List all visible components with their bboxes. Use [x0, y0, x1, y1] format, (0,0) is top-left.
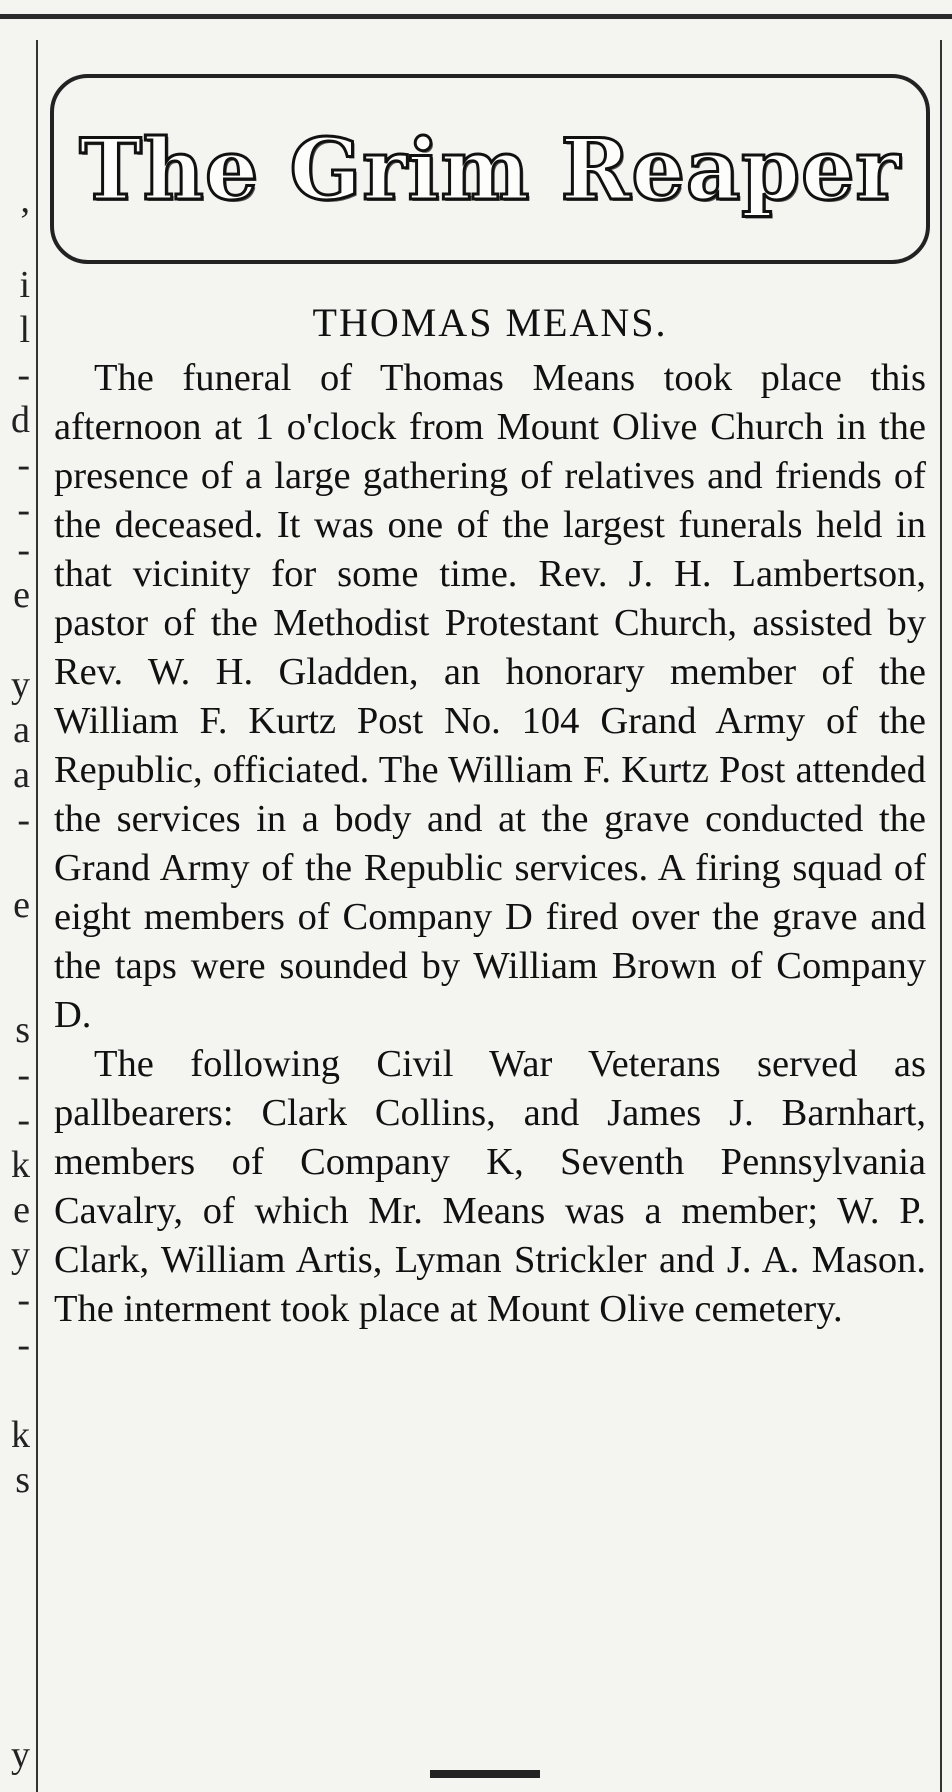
fragment-char: i [19, 264, 30, 306]
adjacent-column-fragments [0, 180, 30, 1780]
fragment-char: - [17, 1324, 30, 1366]
section-header-box [50, 74, 930, 264]
fragment-char: d [11, 399, 30, 441]
fragment-char: - [17, 354, 30, 396]
fragment-char: - [17, 1099, 30, 1141]
fragment-char: k [11, 1414, 30, 1456]
fragment-char: s [15, 1459, 30, 1501]
fragment-char: - [17, 1054, 30, 1096]
fragment-char: e [13, 1189, 30, 1231]
fragment-char: a [13, 754, 30, 796]
fragment-char: - [17, 1279, 30, 1321]
fragment-char: - [17, 529, 30, 571]
fragment-char: a [13, 709, 30, 751]
article-paragraph: The funeral of Thomas Means took place this afternoon at 1 o'clock from Mount Olive Church in the presence of a large gathering of relatives and friends of the deceased. It was one of the largest funerals held in that vicinity for some time. Rev. J. H. Lambertson, pastor of the Methodist Protestant Church, assisted by Rev. W. H. Gladden, an honorary member of the William F. Kurtz Post No. 104 Grand Army of the Republic, officiated. The William F. Kurtz Post attended the services in a body and at the grave conducted the Grand Army of the Republic services. A firing squad of eight members of Company D fired over the grave and the taps were sounded by William Brown of Company D. [54, 357, 926, 1036]
article-paragraph: The following Civil War Veterans served as pallbearers: Clark Collins, and James J. Barnhart, members of Company K, Seventh Pennsylvania Cavalry, of which Mr. Means was a member; W. P. Clark, William Artis, Lyman Strickler and J. A. Mason. The interment took place at Mount Olive cemetery. [54, 1043, 926, 1330]
top-rule [0, 14, 952, 19]
fragment-char: - [17, 444, 30, 486]
fragment-char: y [11, 1734, 30, 1776]
obituary-article [54, 300, 926, 1334]
fragment-char: , [20, 179, 30, 221]
fragment-char: l [19, 309, 30, 351]
next-heading-fragment [430, 1770, 540, 1778]
fragment-char: - [17, 799, 30, 841]
column-rule-right [940, 40, 942, 1792]
fragment-char: y [11, 664, 30, 706]
section-title: The Grim Reaper [79, 119, 901, 219]
fragment-char: k [11, 1144, 30, 1186]
fragment-char: s [15, 1009, 30, 1051]
fragment-char: e [13, 574, 30, 616]
article-headline: THOMAS MEANS. [312, 300, 668, 345]
fragment-char: e [13, 884, 30, 926]
fragment-char: - [17, 489, 30, 531]
fragment-char: y [11, 1234, 30, 1276]
column-rule-left [36, 40, 38, 1792]
